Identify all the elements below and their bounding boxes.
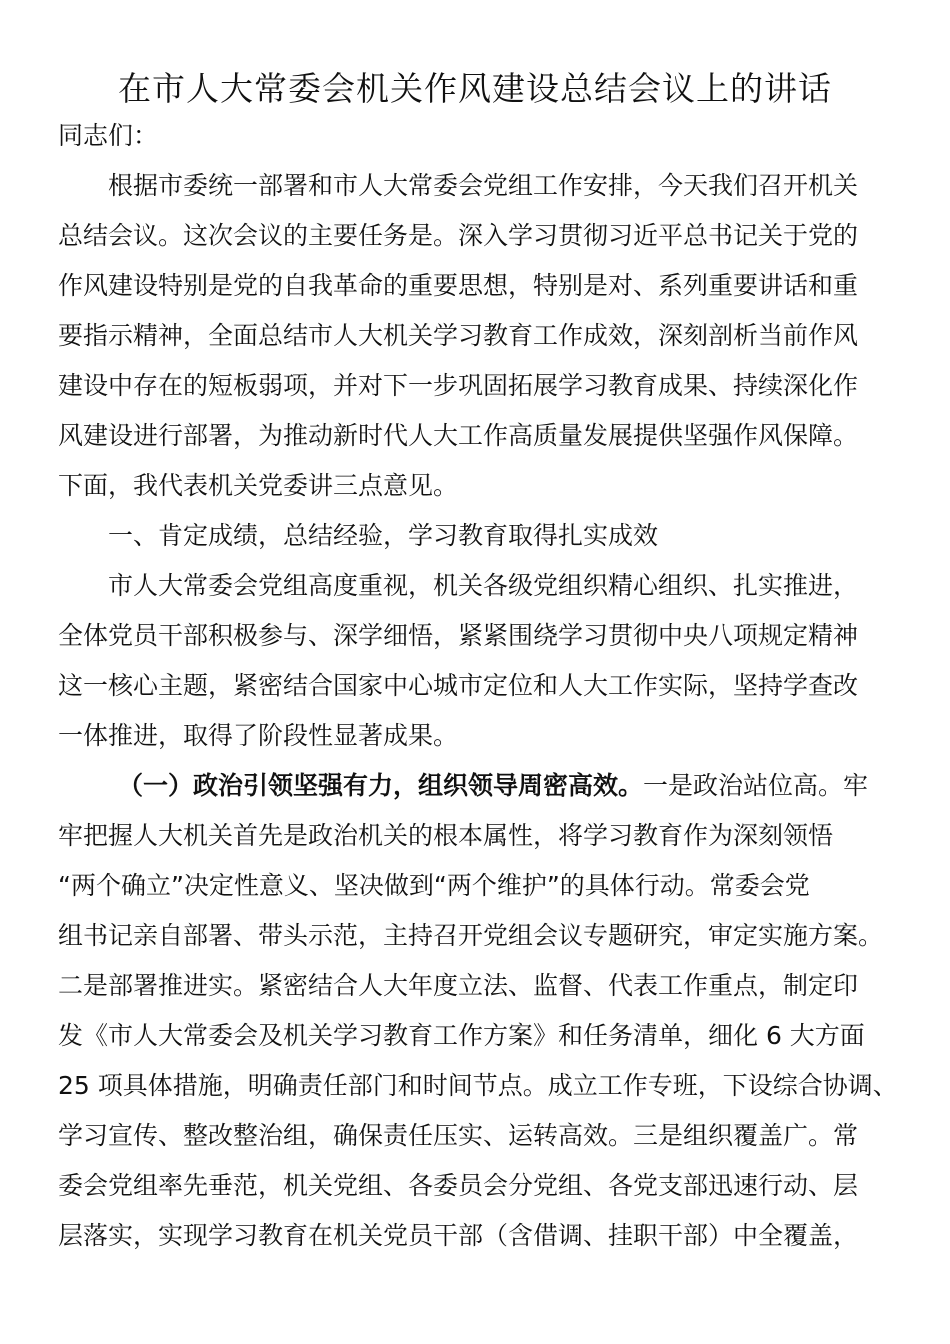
paragraph-line: 风建设进行部署，为推动新时代人大工作高质量发展提供坚强作风保障。 bbox=[58, 421, 859, 450]
paragraph-line: 一体推进，取得了阶段性显著成果。 bbox=[58, 721, 459, 750]
paragraph-line: “两个确立”决定性意义、坚决做到“两个维护”的具体行动。常委会党 bbox=[58, 871, 810, 900]
paragraph-line: 建设中存在的短板弱项，并对下一步巩固拓展学习教育成果、持续深化作 bbox=[58, 371, 859, 400]
paragraph-line: 作风建设特别是党的自我革命的重要思想，特别是对、系列重要讲话和重 bbox=[58, 271, 859, 300]
paragraph-line: 根据市委统一部署和市人大常委会党组工作安排，今天我们召开机关 bbox=[108, 171, 859, 200]
paragraph-line: 发《市人大常委会及机关学习教育工作方案》和任务清单，细化 6 大方面 bbox=[58, 1021, 865, 1050]
salutation: 同志们： bbox=[58, 121, 159, 150]
paragraph-line: 要指示精神，全面总结市人大机关学习教育工作成效，深刻剖析当前作风 bbox=[58, 321, 859, 350]
document-title: 在市人大常委会机关作风建设总结会议上的讲话 bbox=[118, 69, 832, 108]
paragraph-line: 全体党员干部积极参与、深学细悟，紧紧围绕学习贯彻中央八项规定精神 bbox=[58, 621, 859, 650]
subheading-bold: （一）政治引领坚强有力，组织领导周密高效。 bbox=[118, 771, 644, 800]
section-heading: 一、肯定成绩，总结经验，学习教育取得扎实成效 bbox=[108, 521, 659, 550]
paragraph-line: 学习宣传、整改整治组，确保责任压实、运转高效。三是组织覆盖广。常 bbox=[58, 1121, 859, 1150]
paragraph-line: 牢把握人大机关首先是政治机关的根本属性，将学习教育作为深刻领悟 bbox=[58, 821, 834, 850]
subheading-line bbox=[118, 766, 950, 806]
paragraph-line: 25 项具体措施，明确责任部门和时间节点。成立工作专班，下设综合协调、 bbox=[58, 1071, 898, 1100]
paragraph-line: 委会党组率先垂范，机关党组、各委员会分党组、各党支部迅速行动、层 bbox=[58, 1171, 859, 1200]
paragraph-line: 层落实，实现学习教育在机关党员干部（含借调、挂职干部）中全覆盖， bbox=[58, 1221, 859, 1250]
paragraph-line: 总结会议。这次会议的主要任务是。深入学习贯彻习近平总书记关于党的 bbox=[58, 221, 859, 250]
paragraph-line: 组书记亲自部署、带头示范，主持召开党组会议专题研究，审定实施方案。 bbox=[58, 921, 884, 950]
paragraph-line: 这一核心主题，紧密结合国家中心城市定位和人大工作实际，坚持学查改 bbox=[58, 671, 859, 700]
subheading-rest: 一是政治站位高。牢 bbox=[643, 771, 869, 800]
paragraph-line: 下面，我代表机关党委讲三点意见。 bbox=[58, 471, 459, 500]
paragraph-line: 二是部署推进实。紧密结合人大年度立法、监督、代表工作重点，制定印 bbox=[58, 971, 859, 1000]
paragraph-line: 市人大常委会党组高度重视，机关各级党组织精心组织、扎实推进， bbox=[108, 571, 859, 600]
